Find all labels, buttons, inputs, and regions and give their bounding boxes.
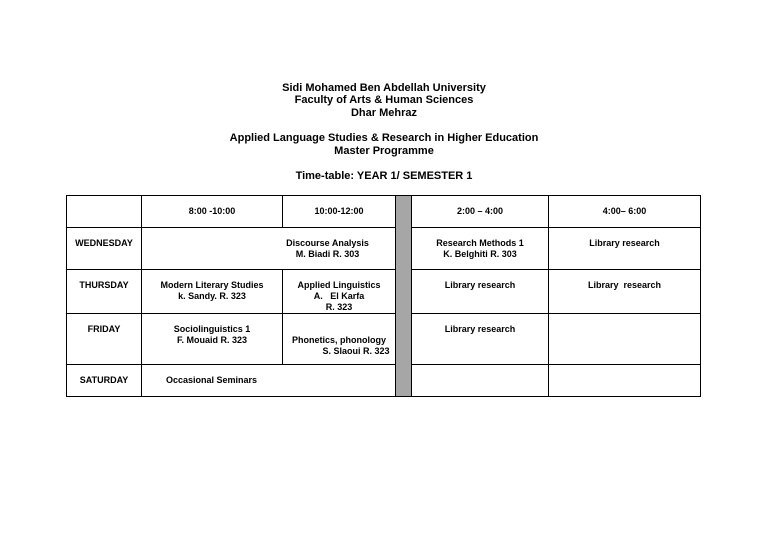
- faculty-name: Faculty of Arts & Human Sciences: [294, 94, 474, 106]
- course-room: R. 323: [325, 302, 353, 312]
- timetable-title: Time-table: YEAR 1/ SEMESTER 1: [295, 170, 473, 182]
- friday-slot1-cell: [142, 314, 283, 365]
- lunch-break-column: [396, 196, 412, 397]
- timetable-grid: [66, 195, 701, 397]
- course-name: Discourse Analysis: [286, 238, 369, 248]
- course-teacher: M. Biadi R. 303: [295, 249, 360, 259]
- table-row: [67, 365, 701, 397]
- campus-name: Dhar Mehraz: [350, 107, 418, 119]
- course-name: Library research: [444, 280, 516, 290]
- wednesday-afternoon-cell: [412, 228, 549, 270]
- day-label: SATURDAY: [67, 365, 142, 397]
- friday-slot4-cell: [549, 314, 701, 365]
- course-teacher: K. Belghiti R. 303: [443, 249, 517, 259]
- wednesday-evening-cell: [549, 228, 701, 270]
- header-row: [67, 196, 701, 228]
- thursday-slot4-cell: [549, 270, 701, 314]
- saturday-evening-cell: [549, 365, 701, 397]
- university-name: Sidi Mohamed Ben Abdellah University: [282, 82, 486, 94]
- table-row: [67, 228, 701, 270]
- friday-slot2-cell: [283, 314, 396, 365]
- saturday-morning-cell: [142, 365, 396, 397]
- course-name: Library research: [444, 324, 516, 334]
- day-label: WEDNESDAY: [67, 228, 142, 270]
- course-name: Modern Literary Studies: [160, 280, 264, 290]
- friday-slot3-cell: [412, 314, 549, 365]
- course-teacher: S. Slaoui R. 323: [322, 346, 390, 356]
- programme-title: Applied Language Studies & Research in Higher Education: [229, 132, 539, 144]
- table-row: [67, 270, 701, 314]
- course-name: Phonetics, phonology: [292, 335, 386, 345]
- course-name: Library research: [587, 280, 662, 290]
- course-teacher: F. Mouaid R. 323: [176, 335, 247, 345]
- course-name: Applied Linguistics: [297, 280, 381, 290]
- corner-cell: [67, 196, 142, 228]
- course-teacher: A. El Karfa: [313, 291, 365, 301]
- course-name: Sociolinguistics 1: [173, 324, 251, 334]
- wednesday-morning-cell: [142, 228, 396, 270]
- day-label: THURSDAY: [67, 270, 142, 314]
- day-label: FRIDAY: [67, 314, 142, 365]
- thursday-slot1-cell: [142, 270, 283, 314]
- programme-level: Master Programme: [334, 145, 434, 157]
- thursday-slot3-cell: [412, 270, 549, 314]
- slot-header: 2:00 – 4:00: [412, 196, 549, 228]
- course-name: Occasional Seminars: [166, 375, 258, 385]
- thursday-slot2-cell: [283, 270, 396, 314]
- saturday-afternoon-cell: [412, 365, 549, 397]
- slot-header: 4:00– 6:00: [549, 196, 701, 228]
- course-name: Research Methods 1: [436, 238, 524, 248]
- table-row: [67, 314, 701, 365]
- course-name: Library research: [589, 238, 660, 248]
- slot-header: 10:00-12:00: [283, 196, 396, 228]
- slot-header: 8:00 -10:00: [142, 196, 283, 228]
- course-teacher: k. Sandy. R. 323: [178, 291, 246, 301]
